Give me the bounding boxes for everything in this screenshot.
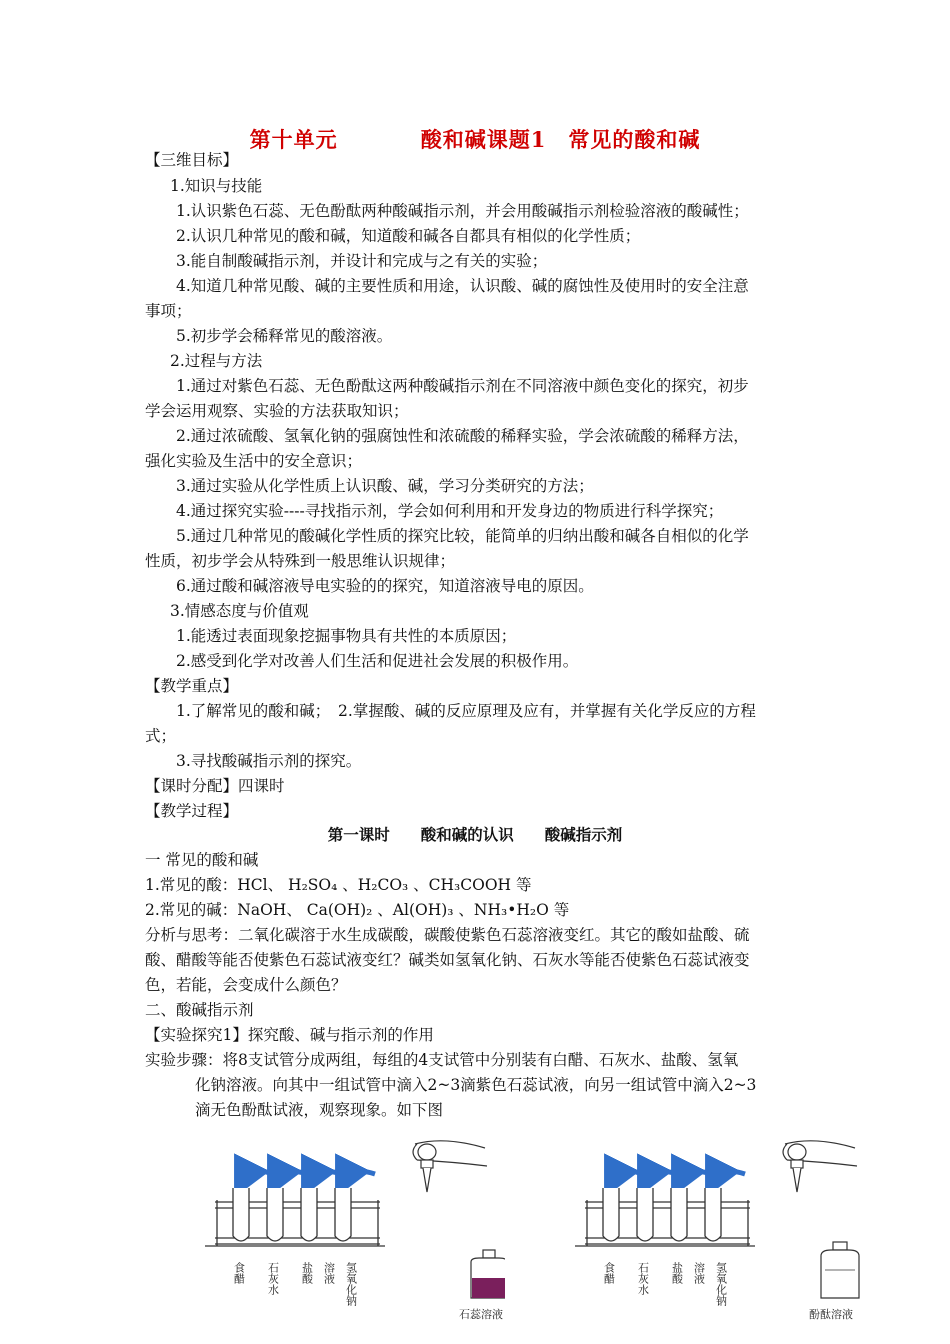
- text-line: 4.通过探究实验----寻找指示剂，学会如何利用和开发身边的物质进行科学探究；: [176, 502, 724, 520]
- heading-schedule: 【课时分配】四课时: [145, 777, 285, 795]
- text-line: 式；: [145, 727, 177, 745]
- subheading-process: 2.过程与方法: [170, 352, 263, 370]
- tube-label: 盐酸: [670, 1262, 684, 1284]
- figure-litmus-group: [205, 1130, 505, 1320]
- heading-key-points: 【教学重点】: [145, 677, 239, 695]
- title-topic: 酸和碱课题1 常见的酸和碱: [420, 127, 701, 152]
- subheading-attitude: 3.情感态度与价值观: [170, 602, 309, 620]
- heading-objectives: 【三维目标】: [145, 151, 239, 169]
- heading-process: 【教学过程】: [145, 802, 239, 820]
- arrow-icon: [613, 1171, 745, 1180]
- text-line: 2.常见的碱：NaOH、 Ca(OH)₂ 、Al(OH)₃ 、NH₃•H₂O 等: [145, 901, 570, 919]
- tube-label: 食醋: [602, 1262, 616, 1284]
- text-line: 色，若能，会变成什么颜色？: [145, 976, 347, 994]
- tube-label: 氢氧化钠: [714, 1262, 728, 1306]
- dropper-hand-icon: [413, 1141, 487, 1192]
- text-line: 6.通过酸和碱溶液导电实验的的探究，知道溶液导电的原因。: [176, 577, 594, 595]
- text-line: 1.通过对紫色石蕊、无色酚酞这两种酸碱指示剂在不同溶液中颜色变化的探究，初步: [176, 377, 749, 395]
- tube-label: 氢氧化钠: [344, 1262, 358, 1306]
- text-line: 1.常见的酸：HCl、 H₂SO₄ 、H₂CO₃ 、CH₃COOH 等: [145, 876, 532, 894]
- litmus-bottle-label: 石蕊溶液: [459, 1308, 503, 1320]
- experiment-heading: 【实验探究1】探究酸、碱与指示剂的作用: [145, 1026, 434, 1044]
- text-line: 3.能自制酸碱指示剂，并设计和完成与之有关的实验；: [176, 252, 548, 270]
- text-line: 分析与思考：二氧化碳溶于水生成碳酸，碳酸使紫色石蕊溶液变红。其它的酸如盐酸、硫: [145, 926, 750, 944]
- tube-label: 石灰水: [266, 1262, 280, 1295]
- test-tubes: [233, 1188, 351, 1241]
- text-line: 3.寻找酸碱指示剂的探究。: [176, 752, 362, 770]
- text-line: 2.感受到化学对改善人们生活和促进社会发展的积极作用。: [176, 652, 579, 670]
- text-line: 实验步骤：将8支试管分成两组，每组的4支试管中分别装有白醋、石灰水、盐酸、氢氧: [145, 1051, 739, 1069]
- phenolphthalein-bottle-label: 酚酞溶液: [809, 1308, 853, 1320]
- text-line: 3.通过实验从化学性质上认识酸、碱，学习分类研究的方法；: [176, 477, 594, 495]
- figure-phenolphthalein-group: [575, 1130, 875, 1320]
- title-gap: [338, 127, 421, 152]
- text-line: 5.初步学会稀释常见的酸溶液。: [176, 327, 393, 345]
- text-line: 学会运用观察、实验的方法获取知识；: [145, 402, 409, 420]
- tube-label: 溶液: [322, 1262, 336, 1284]
- title-unit: 第十单元: [249, 127, 338, 152]
- tube-labels: [233, 1261, 358, 1306]
- section-heading: 二、酸碱指示剂: [145, 1001, 254, 1019]
- tube-labels: [603, 1261, 728, 1306]
- dropper-hand-icon: [783, 1141, 857, 1192]
- lesson-title: 第一课时 酸和碱的认识 酸碱指示剂: [327, 825, 623, 844]
- section-heading: 一 常见的酸和碱: [145, 851, 259, 869]
- test-tube-rack: [205, 1200, 385, 1246]
- text-line: 4.知道几种常见酸、碱的主要性质和用途，认识酸、碱的腐蚀性及使用时的安全注意: [176, 277, 749, 295]
- subheading-knowledge: 1.知识与技能: [170, 177, 263, 195]
- tube-label: 石灰水: [636, 1262, 650, 1295]
- text-line: 5.通过几种常见的酸碱化学性质的探究比较，能简单的归纳出酸和碱各自相似的化学: [176, 527, 749, 545]
- test-tube-rack: [575, 1200, 755, 1246]
- text-line: 1.了解常见的酸和碱； 2.掌握酸、碱的反应原理及应有，并掌握有关化学反应的方程: [176, 702, 756, 720]
- text-line: 化钠溶液。向其中一组试管中滴入2~3滴紫色石蕊试液，向另一组试管中滴入2~3: [195, 1076, 757, 1094]
- tube-label: 食醋: [232, 1262, 246, 1284]
- text-line: 强化实验及生活中的安全意识；: [145, 452, 363, 470]
- text-line: 滴无色酚酞试液，观察现象。如下图: [195, 1101, 444, 1119]
- text-line: 2.通过浓硫酸、氢氧化钠的强腐蚀性和浓硫酸的稀释实验，学会浓硫酸的稀释方法，: [176, 427, 749, 445]
- arrow-icon: [243, 1171, 375, 1180]
- text-line: 酸、醋酸等能否使紫色石蕊试液变红？碱类如氢氧化钠、石灰水等能否使紫色石蕊试液变: [145, 951, 750, 969]
- page-title: [0, 124, 950, 154]
- text-line: 2.认识几种常见的酸和碱，知道酸和碱各自都具有相似的化学性质；: [176, 227, 641, 245]
- phenolphthalein-bottle: [821, 1242, 859, 1298]
- tube-label: 盐酸: [300, 1262, 314, 1284]
- test-tubes: [603, 1188, 721, 1241]
- tube-label: 溶液: [692, 1262, 706, 1284]
- text-line: 1.认识紫色石蕊、无色酚酞两种酸碱指示剂，并会用酸碱指示剂检验溶液的酸碱性；: [176, 202, 749, 220]
- litmus-bottle: [471, 1250, 505, 1298]
- text-line: 事项；: [145, 302, 192, 320]
- text-line: 性质，初步学会从特殊到一般思维认识规律；: [145, 552, 456, 570]
- text-line: 1.能透过表面现象挖掘事物具有共性的本质原因；: [176, 627, 517, 645]
